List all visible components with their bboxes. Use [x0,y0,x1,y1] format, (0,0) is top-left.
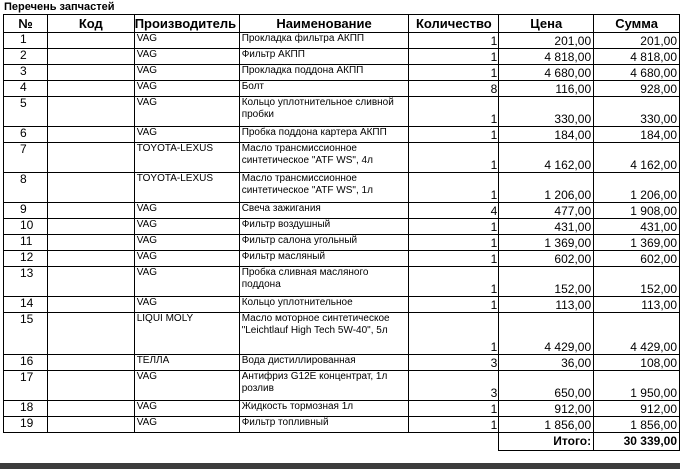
table-row [4,313,680,355]
row-sum: 330,00 [594,97,680,127]
row-sum: 928,00 [594,81,680,97]
row-qty: 4 [409,203,499,219]
row-sum: 113,00 [594,297,680,313]
row-sum: 4 680,00 [594,65,680,81]
row-price: 4 680,00 [499,65,594,81]
row-name: Пробка поддона картера АКПП [239,127,409,143]
row-code [47,33,134,49]
row-name: Жидкость тормозная 1л [239,401,409,417]
row-name: Масло трансмиссионное синтетическое "ATF WS", 1л [239,173,409,203]
row-name: Прокладка поддона АКПП [239,65,409,81]
row-maker: LIQUI MOLY [134,313,239,355]
row-qty: 1 [409,127,499,143]
row-maker: VAG [134,417,239,433]
row-code [47,235,134,251]
table-row [4,267,680,297]
row-qty: 1 [409,33,499,49]
row-qty: 1 [409,219,499,235]
row-maker: VAG [134,127,239,143]
row-code [47,81,134,97]
row-price: 4 162,00 [499,143,594,173]
table-row [4,65,680,81]
row-qty: 1 [409,143,499,173]
row-qty: 1 [409,417,499,433]
row-num: 9 [4,203,48,219]
col-header-sum: Сумма [594,15,680,33]
table-row [4,251,680,267]
row-maker: ТЕЛЛА [134,355,239,371]
row-name: Фильтр топливный [239,417,409,433]
row-num: 14 [4,297,48,313]
parts-table [3,14,680,451]
row-num: 10 [4,219,48,235]
table-row [4,219,680,235]
row-code [47,267,134,297]
row-maker: VAG [134,235,239,251]
row-qty: 3 [409,371,499,401]
row-maker: TOYOTA-LEXUS [134,143,239,173]
row-sum: 602,00 [594,251,680,267]
bottom-border [0,463,680,469]
row-sum: 4 818,00 [594,49,680,65]
row-maker: VAG [134,65,239,81]
row-name: Болт [239,81,409,97]
row-sum: 431,00 [594,219,680,235]
row-price: 330,00 [499,97,594,127]
row-sum: 4 162,00 [594,143,680,173]
row-num: 1 [4,33,48,49]
row-num: 3 [4,65,48,81]
row-price: 116,00 [499,81,594,97]
row-sum: 152,00 [594,267,680,297]
row-qty: 8 [409,81,499,97]
row-num: 6 [4,127,48,143]
table-row [4,33,680,49]
row-maker: TOYOTA-LEXUS [134,173,239,203]
total-row [4,433,680,451]
row-price: 184,00 [499,127,594,143]
row-code [47,49,134,65]
row-maker: VAG [134,401,239,417]
row-code [47,251,134,267]
row-sum: 108,00 [594,355,680,371]
row-sum: 1 908,00 [594,203,680,219]
table-row [4,49,680,65]
row-qty: 1 [409,251,499,267]
row-qty: 3 [409,355,499,371]
table-row [4,297,680,313]
row-price: 152,00 [499,267,594,297]
row-maker: VAG [134,297,239,313]
row-name: Пробка сливная масляного поддона [239,267,409,297]
row-sum: 4 429,00 [594,313,680,355]
row-name: Масло трансмиссионное синтетическое "ATF WS", 4л [239,143,409,173]
row-code [47,65,134,81]
row-code [47,355,134,371]
row-qty: 1 [409,313,499,355]
row-num: 13 [4,267,48,297]
row-price: 36,00 [499,355,594,371]
row-num: 8 [4,173,48,203]
row-maker: VAG [134,219,239,235]
table-row [4,173,680,203]
row-code [47,219,134,235]
row-name: Свеча зажигания [239,203,409,219]
row-qty: 1 [409,65,499,81]
table-row [4,401,680,417]
table-header-row [4,15,680,33]
col-header-num: № [4,15,48,33]
row-num: 7 [4,143,48,173]
row-sum: 912,00 [594,401,680,417]
row-price: 4 429,00 [499,313,594,355]
row-num: 4 [4,81,48,97]
row-name: Кольцо уплотнительное [239,297,409,313]
row-name: Фильтр масляный [239,251,409,267]
table-row [4,235,680,251]
row-price: 602,00 [499,251,594,267]
row-maker: VAG [134,251,239,267]
table-row [4,97,680,127]
row-num: 18 [4,401,48,417]
row-name: Масло моторное синтетическое "Leichtlauf High Tech 5W-40", 5л [239,313,409,355]
row-maker: VAG [134,33,239,49]
col-header-code: Код [47,15,134,33]
row-num: 15 [4,313,48,355]
col-header-qty: Количество [409,15,499,33]
row-num: 16 [4,355,48,371]
row-name: Фильтр салона угольный [239,235,409,251]
row-maker: VAG [134,371,239,401]
row-code [47,127,134,143]
col-header-name: Наименование [239,15,409,33]
row-sum: 1 206,00 [594,173,680,203]
row-name: Вода дистиллированная [239,355,409,371]
row-num: 11 [4,235,48,251]
row-price: 1 206,00 [499,173,594,203]
row-sum: 1 856,00 [594,417,680,433]
table-row [4,143,680,173]
row-maker: VAG [134,203,239,219]
table-row [4,417,680,433]
row-name: Прокладка фильтра АКПП [239,33,409,49]
row-qty: 1 [409,173,499,203]
table-row [4,81,680,97]
row-num: 2 [4,49,48,65]
row-sum: 201,00 [594,33,680,49]
row-qty: 1 [409,235,499,251]
total-label: Итого: [499,433,594,451]
row-maker: VAG [134,49,239,65]
row-code [47,417,134,433]
row-price: 650,00 [499,371,594,401]
row-price: 912,00 [499,401,594,417]
row-num: 12 [4,251,48,267]
row-code [47,401,134,417]
row-price: 1 369,00 [499,235,594,251]
row-price: 113,00 [499,297,594,313]
row-name: Фильтр АКПП [239,49,409,65]
row-qty: 1 [409,267,499,297]
row-price: 4 818,00 [499,49,594,65]
row-num: 17 [4,371,48,401]
row-price: 201,00 [499,33,594,49]
row-name: Фильтр воздушный [239,219,409,235]
document-title: Перечень запчастей [4,1,115,13]
row-sum: 184,00 [594,127,680,143]
table-row [4,371,680,401]
row-code [47,173,134,203]
row-price: 431,00 [499,219,594,235]
row-qty: 1 [409,401,499,417]
col-header-maker: Производитель [134,15,239,33]
row-qty: 1 [409,97,499,127]
row-price: 1 856,00 [499,417,594,433]
col-header-price: Цена [499,15,594,33]
row-num: 19 [4,417,48,433]
row-code [47,371,134,401]
row-code [47,203,134,219]
row-code [47,97,134,127]
row-maker: VAG [134,97,239,127]
row-name: Антифриз G12E концентрат, 1л розлив [239,371,409,401]
total-value: 30 339,00 [594,433,680,451]
row-code [47,313,134,355]
row-name: Кольцо уплотнительное сливной пробки [239,97,409,127]
row-maker: VAG [134,267,239,297]
row-sum: 1 369,00 [594,235,680,251]
row-code [47,297,134,313]
row-qty: 1 [409,49,499,65]
row-code [47,143,134,173]
row-price: 477,00 [499,203,594,219]
row-sum: 1 950,00 [594,371,680,401]
row-qty: 1 [409,297,499,313]
table-row [4,203,680,219]
table-row [4,127,680,143]
row-num: 5 [4,97,48,127]
table-row [4,355,680,371]
row-maker: VAG [134,81,239,97]
